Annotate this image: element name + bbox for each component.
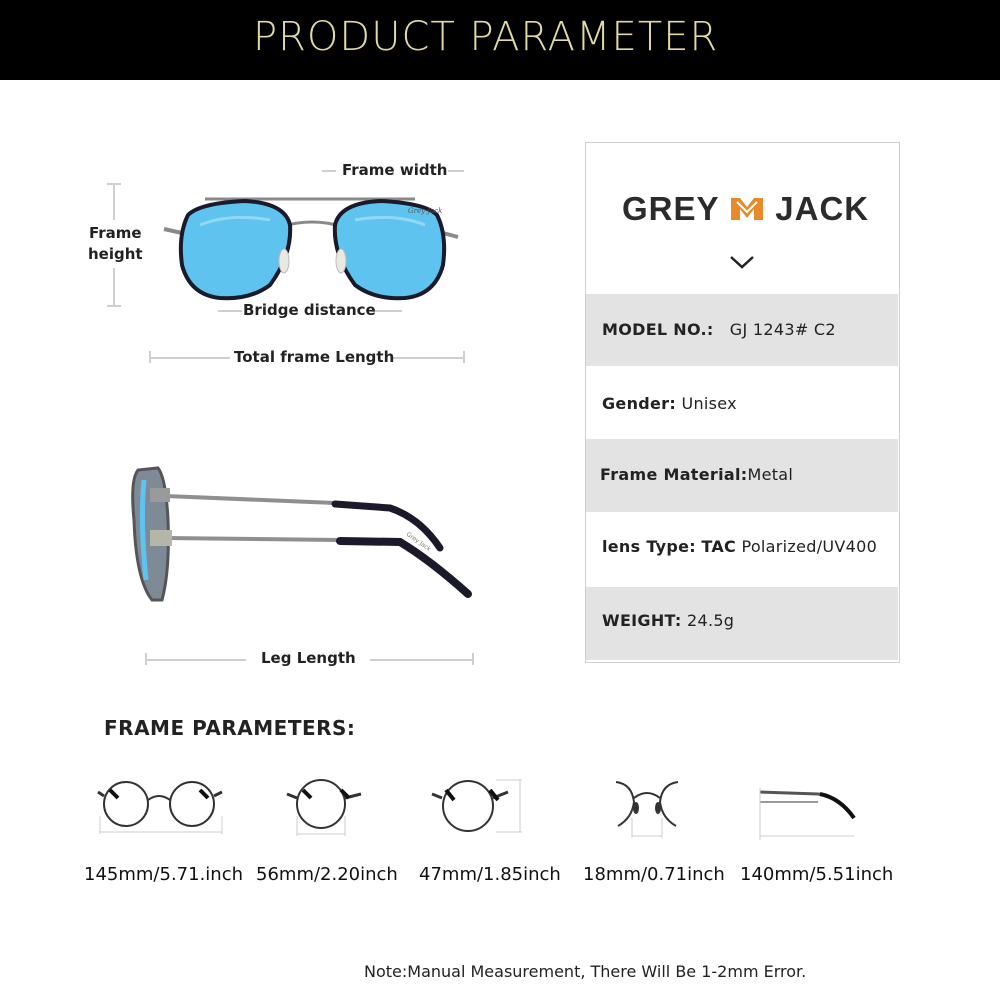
lens-height-value: 47mm/1.85inch xyxy=(419,864,561,885)
lens-width-value: 56mm/2.20inch xyxy=(256,864,398,885)
leg-length-tick-left xyxy=(145,653,147,665)
leg-length-label: Leg Length xyxy=(261,649,356,667)
spec-row-material xyxy=(586,439,898,512)
total-length-tick-right xyxy=(463,351,465,363)
frame-height-line-top xyxy=(113,184,115,220)
frame-height-line-bottom xyxy=(113,268,115,306)
frame-height-tick-bottom xyxy=(107,305,121,307)
lens-value: Polarized/UV400 xyxy=(741,537,878,556)
total-width-icon xyxy=(96,776,226,838)
lens-height-icon xyxy=(430,776,526,838)
temple-length-value: 140mm/5.51inch xyxy=(740,864,894,885)
weight-value: 24.5g xyxy=(686,611,735,630)
logo-mark-icon xyxy=(729,196,765,222)
bridge-width-value: 18mm/0.71inch xyxy=(583,864,725,885)
lens-width-icon xyxy=(285,776,365,838)
chevron-down-icon xyxy=(729,254,755,270)
total-length-line-right xyxy=(391,357,465,359)
frame-parameters-title: FRAME PARAMETERS: xyxy=(104,716,356,740)
gender-key: Gender: xyxy=(602,394,677,413)
lens-logo-text: Grey Jack xyxy=(408,207,443,215)
brand-logo xyxy=(622,190,869,228)
leg-length-line-right xyxy=(370,659,474,661)
glasses-front-image xyxy=(160,185,465,310)
frame-width-label: Frame width xyxy=(342,161,448,179)
page-title: PRODUCT PARAMETER xyxy=(253,14,719,60)
spec-row-lens xyxy=(586,512,898,587)
spec-row-weight xyxy=(586,587,898,660)
glasses-side-image xyxy=(130,460,480,610)
spec-row-gender xyxy=(586,366,898,439)
total-width-value: 145mm/5.71.inch xyxy=(84,864,244,885)
lens-key: lens Type: xyxy=(602,537,696,556)
frame-height-label-line1: Frame xyxy=(88,224,142,242)
frame-height-tick-top xyxy=(107,183,121,185)
model-key: MODEL NO.: xyxy=(602,320,714,339)
material-value: Metal xyxy=(747,465,794,484)
bridge-line-left xyxy=(218,310,242,312)
measurement-note: Note:Manual Measurement, There Will Be 1-2mm Error. xyxy=(364,962,807,981)
frame-width-line-right xyxy=(448,170,464,172)
bridge-distance-label: Bridge distance xyxy=(243,301,376,319)
spec-row-model xyxy=(586,294,898,366)
lens-value-bold: TAC xyxy=(701,537,737,556)
frame-width-line-left xyxy=(322,170,336,172)
bridge-line-right xyxy=(372,310,402,312)
total-length-tick-left xyxy=(149,351,151,363)
total-length-line-left xyxy=(150,357,230,359)
model-value: GJ 1243# C2 xyxy=(729,320,836,339)
gender-value: Unisex xyxy=(681,394,737,413)
material-key: Frame Material: xyxy=(600,465,748,484)
frame-height-label-line2: height xyxy=(88,245,143,263)
logo-text-right: JACK xyxy=(775,190,870,227)
frame-height-label xyxy=(88,223,143,265)
bridge-width-icon xyxy=(612,774,682,840)
leg-length-tick-right xyxy=(472,653,474,665)
header-bar xyxy=(0,0,1000,80)
weight-key: WEIGHT: xyxy=(602,611,682,630)
total-frame-length-label: Total frame Length xyxy=(234,348,395,366)
temple-print-text: Grey Jack xyxy=(404,530,433,553)
logo-text-left: GREY xyxy=(622,190,719,227)
temple-length-icon xyxy=(758,784,858,840)
leg-length-line-left xyxy=(146,659,246,661)
